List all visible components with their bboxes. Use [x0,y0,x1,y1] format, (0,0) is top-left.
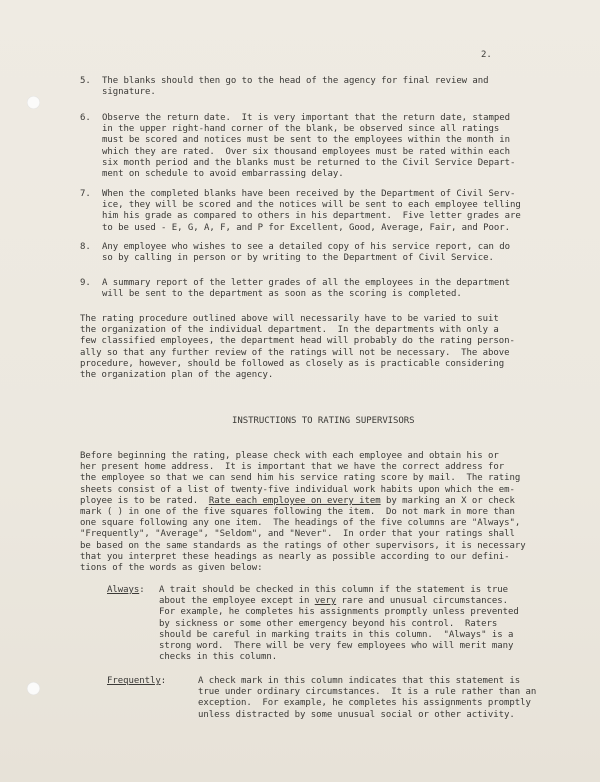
section-heading: INSTRUCTIONS TO RATING SUPERVISORS [232,416,415,426]
definition-term-always: Always: [107,585,145,595]
item-text: The blanks should then go to the head of the agency for final review and signature. [102,76,489,98]
underlined-emphasis: very [314,596,337,607]
underlined-emphasis: Rate each employee on every item [208,495,381,506]
item-number: 5. [80,76,91,86]
punch-hole-top [27,96,40,109]
item-number: 6. [80,113,91,123]
definition-body-frequently: A check mark in this column indicates that this statement is true under ordinary circumstances. It is a rule rather than an exception. For example, he completes his assignments promptly unless distracted by some unusual social or other activity. [198,676,537,720]
punch-hole-bottom [27,682,40,695]
item-text: When the completed blanks have been received by the Department of Civil Serv- ice, they will be scored and the notices will be sent to each employee telling him his grade as compared to others in his department. Five letter grades are to be used - E, G, A, F, and P for Excellent, Good, Average, Fair, and Poor. [102,189,521,233]
page-number: 2. [481,50,492,60]
definition-body-always: A trait should be checked in this column if the statement is true about the employee except in very rare and unusual circumstances. For example, he completes his assignments promptly unless prevented by sickness or some other emergency beyond his control. Raters should be careful in marking traits in this column. "Always" is a strong word. There will be very few employees who will merit many checks in this column. [159,585,519,663]
item-number: 8. [80,242,91,252]
definition-term-frequently: Frequently: [107,676,167,686]
item-text: A summary report of the letter grades of all the employees in the department will be sent to the department as soon as the scoring is completed. [102,278,511,300]
item-number: 9. [80,278,91,288]
item-text: Any employee who wishes to see a detailed copy of his service report, can do so by calling in person or by writing to the Department of Civil Service. [102,242,511,264]
procedure-paragraph: The rating procedure outlined above will necessarily have to be varied to suit the organization of the individual department. In the departments with only a few classified employees, the department head will probably do the rating person- ally so that any further review of the ratings will not be necessary. The above procedure, however, should be followed as closely as is practicable considering the organization plan of the agency. [80,314,515,381]
item-number: 7. [80,189,91,199]
instructions-paragraph: Before beginning the rating, please check with each employee and obtain his or her present home address. It is important that we have the correct address for the employee so that we can send him his service rating score by mail. The rating sheets consist of a list of twenty-five individual work habits upon which the em- ployee is to be rated. Rate each employee on every item by marking an X or check mark ( ) in one of the five squares following the item. Do not mark in more than one square following any one item. The headings of the five columns are "Always", "Frequently", "Average", "Seldom", and "Never". In order that your ratings shall be based on the same standards as the ratings of other supervisors, it is necessary that you interpret these headings as nearly as possible according to our defini- tions of the words as given below: [80,451,526,574]
item-text: Observe the return date. It is very important that the return date, stamped in the upper right-hand corner of the blank, be observed since all ratings must be scored and notices must be sent to the employees within the month in which they are rated. Over six thousand employees must be rated within each six month period and the blanks must be returned to the Civil Service Depart- ment on schedule to avoid embarrassing delay. [102,113,516,180]
